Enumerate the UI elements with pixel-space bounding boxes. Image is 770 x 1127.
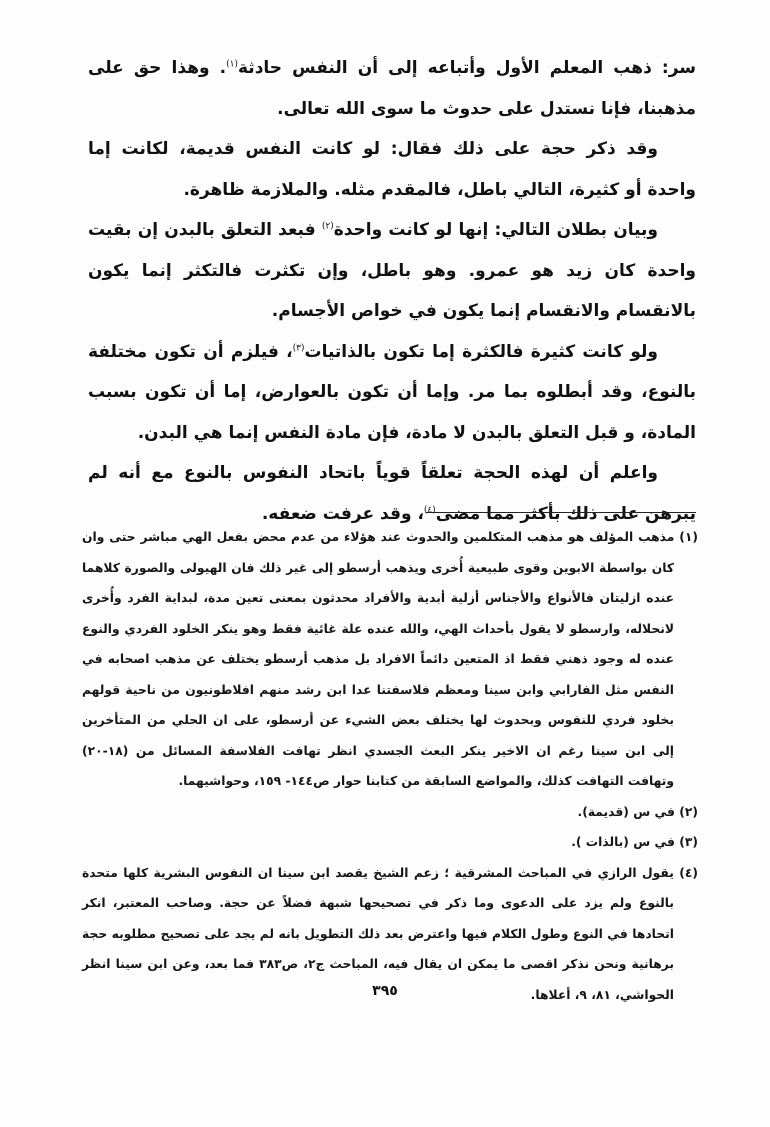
- page-number: ٣٩٥: [372, 983, 398, 999]
- footnote-text: في س (بالذات ).: [571, 835, 675, 849]
- paragraph-text: سر: ذهب المعلم الأول وأتباعه إلى أن النفس حادثة: [238, 58, 696, 78]
- footnote-1: [82, 522, 698, 797]
- footnote-text: يقول الرازي في المباحث المشرقية ؛ زعم الشيخ يقصد ابن سينا ان النفوس البشرية كلها متحدة بالنوع ولم يزد على الدعوى وما ذكر في تصحيحها شبهة فضلاً عن حجة. وصاحب المعتبر، انكر اتحادها في النوع وطول الكلام فيها واعترض بعد ذلك التطويل بانه لم يجد على تصحيح مطلوبه حجة برهانية ونحن نذكر اقصى ما يمكن ان يقال فيه، المباحث ج٢، ص٣٨٣ فما بعد، وعن ابن سينا انظر الحواشي، ٨١، ٩، أعلاها.: [82, 865, 675, 1002]
- paragraph-text: فبعد التعلق بالبدن إن بقيت واحدة كان زيد هو عمرو. وهو باطل، وإن تكثرت فالتكثر إنما يكون بالانقسام والانقسام إنما يكون في خواص الأجسام.: [88, 220, 696, 321]
- footnote-marker: (٣): [679, 835, 698, 849]
- paragraph-text: ، وقد عرفت ضعفه.: [261, 503, 424, 524]
- paragraph-text: ، فيلزم أن تكون مختلفة بالنوع، وقد أبطلوه بما مر. وإما أن تكون بالعوارض، إما أن تكون بسبب المادة، و قبل التعلق بالبدن لا مادة، فإن مادة النفس إنما هي البدن.: [88, 341, 696, 443]
- footnote-reference-3[interactable]: (٣): [292, 342, 305, 353]
- paragraph-3: [88, 210, 696, 332]
- footnote-reference-1[interactable]: (١): [226, 59, 238, 70]
- paragraph-2: [88, 129, 696, 210]
- paragraph-text: . وهذا حق على مذهبنا، فإنا نستدل على حدوث ما سوى الله تعالى.: [88, 58, 696, 119]
- paragraph-4: [88, 332, 696, 454]
- footnote-marker: (٢): [679, 804, 698, 819]
- footnote-reference-2[interactable]: (٢): [321, 221, 334, 232]
- paragraph-1: [88, 48, 696, 129]
- paragraph-text: وقد ذكر حجة على ذلك فقال: لو كانت النفس قديمة، لكانت إما واحدة أو كثيرة، التالي باطل، فالمقدم مثله. والملازمة ظاهرة.: [88, 139, 696, 200]
- footnote-2: [82, 797, 698, 828]
- footnote-text: مذهب المؤلف هو مذهب المتكلمين والحدوث عند هؤلاء من عدم محض بفعل الهي مباشر حتى وان كان بواسطة الابوين وقوى طبيعية أُخرى ويذهب أرسطو إلى غير ذلك فان الهيولى والصورة كلاهما عنده ازليتان فالأنواع والأجناس أزلية أبدية والأفراد محدثون بمعنى تعين مدة، لبداية الفرد وأُخرى لانحلاله، وارسطو لا يقول بأحداث الهي، والله عنده علة غائية فقط وهو ينكر الخلود الفردي والنوع عنده له وجود ذهني فقط اذ المتعين دائماً الافراد بل مذهب أرسطو يختلف عن مذهب اصحابه في النفس مثل الفارابي وابن سينا ومعظم فلاسفتنا عدا ابن رشد منهم افلاطونيون من ناحية قولهم بخلود فردي للنفوس وبحدوث لها يختلف بعض الشيء عن أرسطو، على ان الحلي من المتأخرين إلى ابن سينا رغم ان الاخير ينكر البعث الجسدي انظر تهافت الفلاسفة المسائل من (١٨-٢٠) وتهافت التهافت كذلك، والمواضع السابقة من كتابنا حوار ص١٤٤- ١٥٩، وحواشيهما.: [82, 530, 675, 788]
- footnote-marker: (٤): [679, 865, 698, 880]
- footnote-reference-4[interactable]: (٤): [423, 504, 436, 515]
- paragraph-text: واعلم أن لهذه الحجة تعلقاً قوياً باتحاد النفوس بالنوع مع أنه لم يبرهن على ذلك بأكثر مما مضى: [88, 463, 696, 524]
- paragraph-text: وبيان بطلان التالي: إنها لو كانت واحدة: [333, 220, 658, 240]
- footnote-separator: [426, 512, 696, 513]
- paragraph-text: ولو كانت كثيرة فالكثرة إما تكون بالذاتيات: [304, 341, 658, 362]
- footnote-marker: (١): [679, 530, 699, 544]
- main-text: [88, 48, 696, 534]
- footnote-text: في س (قديمة).: [577, 804, 675, 819]
- footnote-3: [82, 827, 698, 858]
- footnotes-section: [82, 522, 698, 1010]
